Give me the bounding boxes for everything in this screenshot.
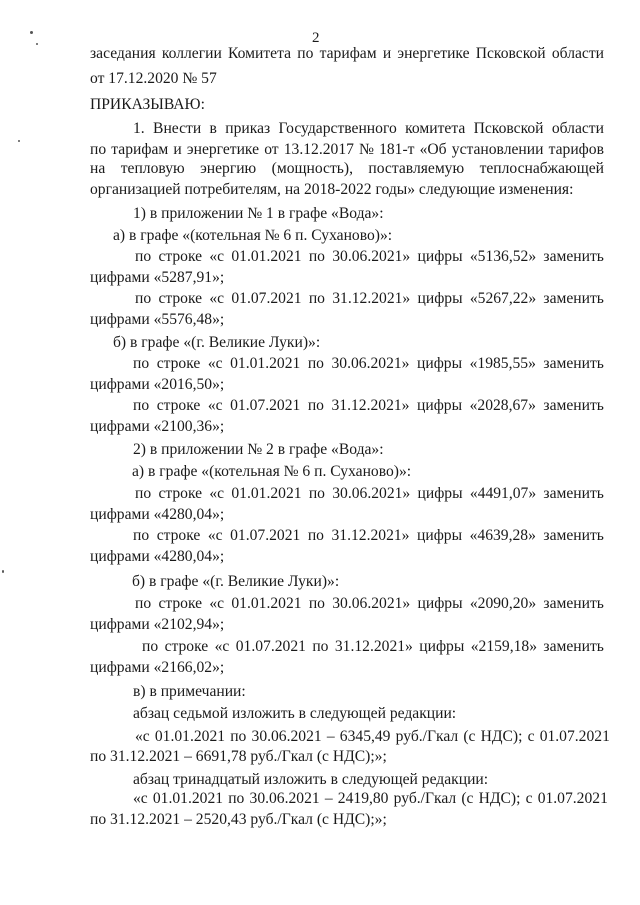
word: по [133, 527, 150, 544]
word: по [133, 397, 150, 414]
word: 01.01.2021 [152, 790, 224, 807]
word: и [382, 45, 392, 62]
text-line: б) в графе «(г. Великие Луки)»: [113, 334, 321, 351]
word: установлении [451, 141, 544, 158]
text-line: абзац седьмой изложить в следующей редакции: [133, 705, 457, 722]
text-line: а) в графе «(котельная № 6 п. Суханово)»: [113, 227, 393, 244]
word: (с [461, 790, 474, 807]
word: на [90, 160, 106, 177]
word: 31.12.2021» [331, 527, 410, 544]
word: 01.07.2021 [537, 790, 608, 807]
word: «с [133, 790, 148, 807]
word: «с [207, 397, 223, 414]
text-line: а) в графе «(котельная № 6 п. Суханово)»: [132, 463, 412, 480]
word: 31.12.2021» [331, 397, 410, 414]
word: по [312, 638, 329, 655]
word: строке [164, 638, 209, 655]
text-line: организацией потребителям, на 2018-2022 годы» следующие изменения: [90, 181, 574, 198]
word: тарифов [548, 141, 604, 158]
word: по [135, 485, 152, 502]
word: руб./Гкал [393, 790, 457, 807]
scan-speck [36, 43, 38, 45]
word: (мощность), [271, 160, 353, 177]
text-line [135, 728, 610, 746]
word: заменить [543, 485, 604, 502]
word: 6345,49 [339, 728, 391, 745]
word: цифры [419, 638, 465, 655]
word: энергию [200, 160, 257, 177]
word: с [525, 790, 533, 807]
word: тарифам [319, 45, 377, 62]
text-line: цифрами «4280,04»; [90, 506, 225, 523]
scan-speck [2, 570, 4, 573]
word: цифры [417, 595, 463, 612]
text-line [90, 160, 604, 178]
word: «с [207, 355, 223, 372]
word: комитета [405, 120, 466, 137]
word: 01.07.2021 [230, 397, 301, 414]
word: энергетике [186, 141, 260, 158]
word: по [90, 141, 107, 158]
word: «2159,18» [470, 638, 538, 655]
word: 01.01.2021 [230, 355, 301, 372]
word: Внести [153, 120, 202, 137]
word: 01.07.2021 [231, 290, 302, 307]
text-line: цифрами «2100,36»; [90, 418, 225, 435]
word: области [551, 45, 604, 62]
word: заседания [90, 45, 156, 62]
word: «5267,22» [469, 290, 537, 307]
word: «4639,28» [469, 527, 536, 544]
word: 01.07.2021 [235, 638, 306, 655]
word: по [135, 290, 152, 307]
word: заменить [543, 248, 604, 265]
word: по [230, 728, 247, 745]
word: 01.07.2021 [539, 728, 610, 745]
word: в [209, 120, 217, 137]
text-line: цифрами «2166,02»; [90, 659, 225, 676]
text-line [135, 290, 604, 308]
word: 181-т [379, 141, 415, 158]
text-line: цифрами «5576,48»; [90, 311, 225, 328]
word: «5136,52» [469, 248, 537, 265]
word: Государственного [278, 120, 397, 137]
word: строке [158, 485, 203, 502]
word: по [135, 248, 152, 265]
word: «с [135, 728, 150, 745]
text-line [90, 45, 604, 63]
word: заменить [543, 527, 604, 544]
word: 01.01.2021 [231, 485, 302, 502]
word: поставляемую [368, 160, 465, 177]
word: «с [209, 485, 225, 502]
word: «с [209, 595, 225, 612]
text-line: цифрами «5287,91»; [90, 269, 225, 286]
word: 01.01.2021 [231, 595, 302, 612]
word: «2090,20» [469, 595, 537, 612]
word: «с [209, 290, 225, 307]
word: Псковской [473, 120, 544, 137]
word: по [133, 355, 150, 372]
word: строке [158, 595, 203, 612]
word: 2419,80 [337, 790, 389, 807]
word: строке [156, 527, 201, 544]
word: 30.06.2021 [251, 728, 322, 745]
scan-speck [18, 140, 20, 142]
text-line [133, 790, 608, 808]
word: заменить [543, 595, 604, 612]
word: приказ [225, 120, 271, 137]
word: руб./Гкал [395, 728, 459, 745]
text-line [142, 638, 604, 656]
word: по [142, 638, 159, 655]
word: по [308, 485, 325, 502]
word: «с [214, 638, 230, 655]
word: энергетике [397, 45, 470, 62]
word: заменить [543, 290, 604, 307]
word: заменить [543, 638, 604, 655]
word: НДС); [478, 790, 521, 807]
word: строке [156, 397, 201, 414]
word: (с [463, 728, 476, 745]
word: «с [209, 248, 225, 265]
text-line [133, 527, 604, 545]
word: строке [158, 248, 203, 265]
word: по [135, 595, 152, 612]
word: Псковской [475, 45, 546, 62]
word: по [228, 790, 245, 807]
text-line [135, 248, 604, 266]
word: – [324, 790, 333, 807]
word: 30.06.2021» [332, 248, 411, 265]
word: 1. [133, 120, 145, 137]
word: по [297, 45, 314, 62]
page-number: 2 [312, 30, 320, 46]
word: «Об [419, 141, 447, 158]
word: цифры [417, 248, 463, 265]
text-line: абзац тринадцатый изложить в следующей редакции: [133, 771, 489, 788]
text-line: б) в графе «(г. Великие Луки)»: [132, 573, 340, 590]
word: 30.06.2021 [249, 790, 320, 807]
word: цифры [417, 355, 463, 372]
text-line: по 31.12.2021 – 6691,78 руб./Гкал (с НДС);»; [90, 748, 387, 765]
word: «2028,67» [469, 397, 536, 414]
word: тарифам [111, 141, 169, 158]
text-line: по 31.12.2021 – 2520,43 руб./Гкал (с НДС);»; [90, 811, 387, 828]
text-line [135, 485, 604, 503]
word: «с [207, 527, 223, 544]
word: заменить [543, 397, 604, 414]
text-line: от 17.12.2020 № 57 [90, 70, 217, 87]
scan-speck [30, 31, 33, 34]
word: 01.01.2021 [231, 248, 302, 265]
text-line: 1) в приложении № 1 в графе «Вода»: [133, 205, 384, 222]
word: 30.06.2021» [331, 355, 410, 372]
word: по [307, 397, 324, 414]
word: области [551, 120, 604, 137]
word: «4491,07» [469, 485, 537, 502]
word: цифры [417, 527, 463, 544]
text-line: в) в примечании: [133, 683, 246, 700]
word: по [308, 290, 325, 307]
word: по [307, 527, 324, 544]
text-line: цифрами «4280,04»; [90, 548, 225, 565]
word: Комитета [228, 45, 292, 62]
text-line [133, 397, 604, 415]
word: 31.12.2021» [334, 638, 413, 655]
word: 01.01.2021 [154, 728, 226, 745]
word: 01.07.2021 [230, 527, 301, 544]
word: строке [158, 290, 203, 307]
text-line [90, 141, 604, 159]
word: заменить [543, 355, 604, 372]
word: НДС); [480, 728, 523, 745]
word: цифры [417, 397, 463, 414]
word: строке [156, 355, 201, 372]
word: 30.06.2021» [332, 595, 411, 612]
text-line: цифрами «2016,50»; [90, 376, 225, 393]
text-line [133, 120, 604, 138]
word: тепловую [120, 160, 185, 177]
word: коллегии [161, 45, 222, 62]
word: 31.12.2021» [332, 290, 411, 307]
word: по [307, 355, 324, 372]
word: с [527, 728, 535, 745]
text-line: 2) в приложении № 2 в графе «Вода»: [133, 441, 384, 458]
word: – [326, 728, 335, 745]
word: цифры [417, 290, 463, 307]
word: от [264, 141, 279, 158]
word: теплоснабжающей [479, 160, 604, 177]
word: № [359, 141, 374, 158]
text-line: ПРИКАЗЫВАЮ: [90, 96, 205, 113]
text-line [135, 595, 604, 613]
text-line [133, 355, 604, 373]
text-line: цифрами «2102,94»; [90, 616, 225, 633]
word: 30.06.2021» [332, 485, 411, 502]
word: «1985,55» [469, 355, 536, 372]
word: 13.12.2017 [283, 141, 354, 158]
word: цифры [417, 485, 463, 502]
word: по [308, 248, 325, 265]
word: и [173, 141, 182, 158]
word: по [308, 595, 325, 612]
